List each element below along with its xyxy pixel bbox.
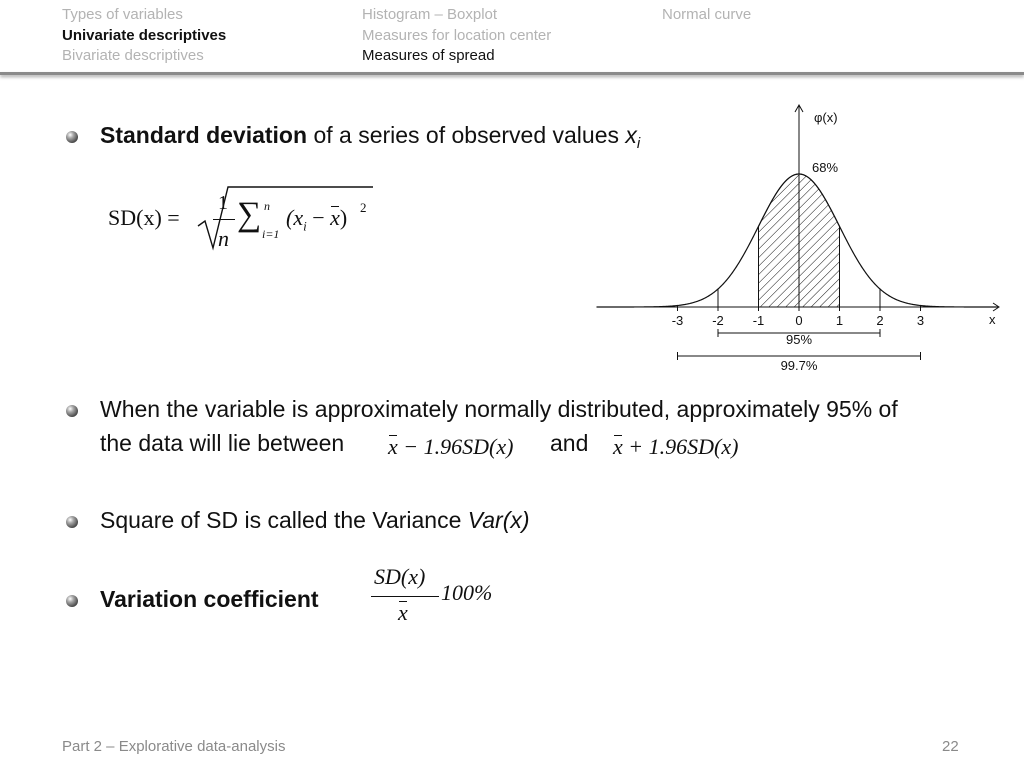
x-tick-label: -1 (752, 313, 765, 328)
variable-x: $x_i$ (625, 122, 641, 152)
nav-measures-of-spread[interactable]: Measures of spread (362, 47, 495, 64)
upper-bound-formula: x + 1.96SD(x) (613, 434, 739, 459)
sum-sign: ∑ (237, 196, 262, 233)
bullet-icon (66, 405, 78, 417)
nav-univariate-descriptives[interactable]: Univariate descriptives (62, 26, 227, 44)
frac-bar (213, 219, 235, 220)
nav-bivariate-descriptives[interactable]: Bivariate descriptives (62, 47, 204, 64)
x-tick-label: -2 (712, 313, 724, 328)
lower-bound-formula: x − 1.96SD(x) (388, 434, 514, 459)
nav-normal-curve[interactable]: Normal curve (662, 6, 752, 23)
vc-percent: 100% (441, 580, 493, 605)
bullet-variation-coefficient (100, 586, 319, 613)
bullet-standard-deviation (100, 122, 640, 152)
x-tick-label: 1 (835, 313, 844, 328)
vc-denominator: x (398, 600, 408, 625)
x-tick-label: 3 (916, 313, 925, 328)
page-number: 22 (942, 738, 959, 755)
frac-denominator: n (218, 226, 229, 251)
annotation-label: 95% (785, 332, 813, 347)
term-variation-coefficient: Variation coefficient (100, 586, 319, 612)
y-axis-label: φ(x) (814, 110, 838, 125)
shaded-region-68 (759, 174, 840, 307)
frac-numerator: 1 (218, 192, 228, 214)
annotation-label: 68% (812, 160, 839, 175)
x-tick-label: 2 (876, 313, 884, 328)
header-divider (0, 72, 1024, 75)
nav-column-2 (362, 5, 551, 67)
vc-frac-bar (371, 596, 439, 597)
x-tick-label: 0 (795, 313, 803, 328)
term-standard-deviation: Standard deviation (100, 122, 308, 148)
sd-term: $(x_i - x)$ (286, 205, 348, 234)
annotation-label: 99.7% (780, 358, 818, 373)
bullet-icon (66, 516, 78, 528)
bullet-normal-line1: When the variable is approximately normally distributed, approximately 95% of (100, 396, 898, 422)
nav-column-3 (662, 5, 751, 26)
nav-location-center[interactable]: Measures for location center (362, 26, 552, 44)
sum-upper: n (264, 199, 270, 213)
sd-lhs: SD(x) = (108, 205, 180, 230)
section-navigation (0, 0, 1024, 72)
bullet-icon (66, 595, 78, 607)
sum-lower: i=1 (262, 227, 280, 241)
vc-numerator: SD(x) (374, 564, 426, 589)
and-text: and (550, 430, 589, 456)
x-tick-label: -3 (671, 313, 684, 328)
nav-histogram-boxplot[interactable]: Histogram – Boxplot (362, 6, 498, 23)
nav-types-of-variables[interactable]: Types of variables (62, 6, 183, 23)
bullet-icon (66, 131, 78, 143)
variance-text: Square of SD is called the Variance (100, 507, 462, 533)
sd-exponent: 2 (360, 200, 367, 215)
variance-var: Var(x) (467, 507, 530, 533)
bullet-variance (100, 507, 530, 534)
bullet-normal-line2: the data will lie between (100, 430, 345, 456)
normal-curve-chart (585, 100, 1010, 380)
bullet-text: of a series of observed values (313, 122, 619, 148)
footer-title: Part 2 – Explorative data-analysis (62, 738, 286, 755)
x-axis-label: x (989, 312, 996, 327)
nav-column-1 (62, 5, 226, 67)
